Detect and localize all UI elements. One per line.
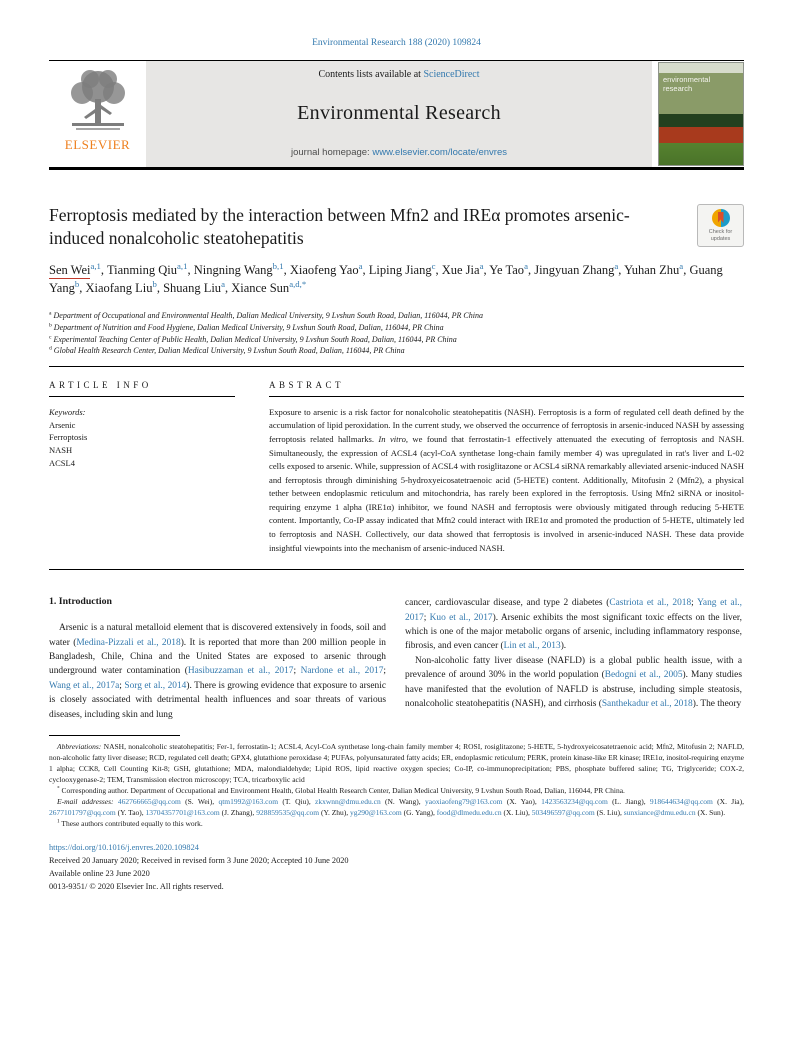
cover-red-band bbox=[659, 127, 743, 142]
author-affiliation-sup[interactable]: c bbox=[431, 261, 436, 272]
text-segment: (G. Yang), bbox=[401, 808, 437, 817]
introduction-heading: 1. Introduction bbox=[49, 596, 112, 608]
email-link[interactable]: 2677101797@qq.com bbox=[49, 808, 116, 817]
author-affiliation-sup[interactable]: a bbox=[524, 261, 528, 272]
received-dates: Received 20 January 2020; Received in revised form 3 June 2020; Accepted 10 June 2020 bbox=[49, 855, 349, 865]
author-name[interactable]: Yuhan Zhu bbox=[624, 263, 680, 278]
affiliation-item: $^a$ Department of Occupational and Environmental Health, Dalian Medical University, 9 Lvshun South Road, Dalian, 116044, PR China bbox=[49, 310, 483, 321]
citation-link[interactable]: Castriota et al., 2018 bbox=[609, 598, 692, 609]
intro-left-column bbox=[49, 596, 386, 722]
text-segment: NASH, nonalcoholic steatohepatitis; Fer-1, ferrostatin-1; ACSL4, Acyl-CoA synthetase long-chain family member 4; ROSI, rosiglitazone; 5-HETE, 5-hydroxyeicosatetraenoic acid; Mfn2, Mitofusin 2; NAFLD, non-alcoholic fatty liver disease; RCD, regulated cell death; GPX4, glutathione peroxidase 4; PUFAs, polyunsaturated fatty acids; ER, endoplasmic reticulum; PERK, protein kinase-like ER kinase; IRE1α, inositol-requiring enzyme 1 alpha; CCK8, Cell Counting Kit-8; GSH, glutathione; MDA, malondialdehyde; Lipid ROS, lipid reactive oxygen species; Co-IP, co-immunoprecipitation; PBS, phosphate buffered saline; TG, Triglyceride; COX-2, cyclooxygenase-2; TEM, Transmission electron microscopy; TCA, tricarboxylic acid bbox=[49, 741, 744, 784]
email-link[interactable]: sunxiance@dmu.edu.cn bbox=[623, 808, 696, 817]
divider-abstract bbox=[49, 569, 744, 570]
corresponding-author-note bbox=[49, 785, 744, 796]
article-info-heading: ARTICLE INFO bbox=[49, 367, 235, 397]
text-segment: (X. Yao), bbox=[502, 796, 542, 806]
author-affiliation-sup[interactable]: b,1 bbox=[272, 261, 284, 272]
text-segment: (J. Zhang), bbox=[219, 808, 257, 817]
text-segment: (N. Wang), bbox=[380, 796, 425, 806]
journal-reference bbox=[49, 38, 744, 48]
cover-title: environmental research bbox=[659, 73, 743, 114]
text-segment: In vitro bbox=[378, 433, 406, 444]
text-segment: ). The theory bbox=[692, 698, 742, 709]
text-segment: ; bbox=[119, 680, 125, 691]
citation-link[interactable]: Lin et al., 2013 bbox=[503, 641, 561, 652]
author-affiliation-sup[interactable]: a bbox=[358, 261, 363, 272]
text-segment: (Y. Tao), bbox=[115, 808, 146, 817]
author-name[interactable]: Xiaofeng Yao bbox=[289, 263, 359, 278]
email-link[interactable]: yaoxiaofeng79@163.com bbox=[425, 796, 503, 806]
email-link[interactable]: 13704357701@163.com bbox=[145, 808, 220, 817]
cover-top-strip bbox=[659, 63, 743, 73]
journal-header bbox=[49, 60, 744, 170]
citation-link[interactable]: Hasibuzzaman et al., 2017 bbox=[187, 666, 294, 677]
homepage-link[interactable]: www.elsevier.com/locate/envres bbox=[372, 147, 507, 158]
journal-masthead bbox=[146, 61, 652, 167]
text-segment: (X. Liu), bbox=[501, 808, 532, 817]
text-segment: These authors contributed equally to this work. bbox=[59, 819, 203, 829]
footnote-rule bbox=[49, 735, 180, 736]
text-segment: Exposure to arsenic is a risk factor for nonalcoholic steatohepatitis (NASH). Ferroptosis is a form of regulated cell death defined by the accumulation of lipid peroxidation. In the current study, we observed the occurrence of ferroptosis in arsenic-induced NASH by assessing ferroptosis related hallmarks. bbox=[269, 406, 744, 444]
text-segment: (S. Liu), bbox=[594, 808, 624, 817]
text-segment: Non-alcoholic fatty liver disease (NAFLD) is a global public health issue, with a prevalence of around 30% in the world population ( bbox=[405, 655, 742, 681]
crossmark-icon bbox=[712, 209, 730, 227]
text-segment: ). Many studies have manifested that the evolution of NAFLD is abstruse, including simple steatosis, nonalcoholic steatohepatitis (NASH), and cirrhosis ( bbox=[405, 670, 742, 709]
available-online-date: Available online 23 June 2020 bbox=[49, 868, 150, 878]
email-link[interactable]: food@dlmedu.edu.cn bbox=[436, 808, 502, 817]
author-name[interactable]: Sen Wei bbox=[49, 263, 91, 278]
author-affiliation-sup[interactable]: a bbox=[221, 279, 225, 290]
affiliation-item: $^c$ Experimental Teaching Center of Public Health, Dalian Medical University, 9 Lvshun South Road, Dalian, 116044, PR China bbox=[49, 333, 457, 344]
keywords-block bbox=[49, 406, 235, 470]
email-link[interactable]: qtm1992@163.com bbox=[218, 796, 279, 806]
homepage-prefix: journal homepage: bbox=[291, 147, 373, 158]
text-segment: (X. Jia), bbox=[712, 796, 744, 806]
author-affiliation-sup[interactable]: a,1 bbox=[177, 261, 188, 272]
intro-right-column bbox=[405, 596, 742, 722]
text-segment: ; bbox=[293, 666, 301, 677]
affiliation-item: $^d$ Global Health Research Center, Dalian Medical University, 9 Lvshun South Road, Dalian, 116044, PR China bbox=[49, 345, 405, 356]
email-link[interactable]: yg290@163.com bbox=[350, 808, 402, 817]
elsevier-tree-icon bbox=[62, 65, 134, 139]
text-segment: Abbreviations: bbox=[57, 741, 104, 751]
author-name[interactable]: Liping Jiang bbox=[368, 263, 432, 278]
text-segment: cancer, cardiovascular disease, and type 2 diabetes ( bbox=[405, 598, 610, 609]
text-segment: ; bbox=[423, 612, 430, 623]
journal-reference-link[interactable]: Environmental Research 188 (2020) 109824 bbox=[312, 38, 481, 48]
author-affiliation-sup[interactable]: a bbox=[679, 261, 684, 272]
author-affiliation-sup[interactable]: a,d,* bbox=[289, 279, 307, 290]
author-name[interactable]: Xue Jia bbox=[441, 263, 480, 278]
article-history-block bbox=[49, 842, 744, 893]
author-affiliation-sup[interactable]: a,1 bbox=[90, 261, 101, 272]
keyword-item: Ferroptosis bbox=[49, 432, 88, 443]
email-link[interactable]: 1423563234@qq.com bbox=[541, 796, 608, 806]
issn-copyright: 0013-9351/ © 2020 Elsevier Inc. All rights reserved. bbox=[49, 881, 224, 891]
homepage-line bbox=[291, 147, 507, 158]
email-addresses-note bbox=[49, 796, 744, 818]
keyword-item: Arsenic bbox=[49, 419, 76, 430]
author-name[interactable]: Jingyuan Zhang bbox=[534, 263, 615, 278]
text-segment: (Y. Zhu), bbox=[319, 808, 351, 817]
text-segment: ). It is reported that more than 200 million people in Bangladesh, Chile, China and the United States are exposed to arsenic through underground water contamination ( bbox=[49, 637, 386, 677]
text-segment: ). Arsenic exhibits the most significant toxic effects on the liver, which is one of the major metabolic organs of arsenic, including inflammatory response, fibrosis, and even cancer ( bbox=[405, 612, 742, 652]
elsevier-wordmark: ELSEVIER bbox=[64, 137, 131, 152]
text-segment: ). There is growing evidence that exposure to arsenic is closely associated with detrimental health influences and soar threats of various diseases, including skin and lung bbox=[49, 680, 387, 720]
text-segment: ). bbox=[560, 641, 567, 652]
text-segment: (T. Qiu), bbox=[278, 796, 316, 806]
intro-paragraph-left bbox=[49, 621, 386, 722]
author-affiliation-sup[interactable]: a bbox=[614, 261, 619, 272]
email-link[interactable]: 462766665@qq.com bbox=[117, 796, 181, 806]
affiliation-item: $^b$ Department of Nutrition and Food Hygiene, Dalian Medical University, 9 Lvshun South Road, Dalian, 116044, PR China bbox=[49, 322, 444, 333]
elsevier-logo bbox=[49, 61, 146, 167]
intro-paragraph-right-2 bbox=[405, 654, 742, 712]
keywords-label: Keywords: bbox=[49, 406, 86, 417]
abstract-heading: ABSTRACT bbox=[269, 367, 744, 397]
check-for-updates-label: Check for updates bbox=[708, 229, 733, 242]
author-name[interactable]: Guang Yang bbox=[49, 263, 723, 296]
citation-link[interactable]: Medina-Pizzali et al., 2018 bbox=[76, 637, 181, 648]
text-segment: ; bbox=[691, 598, 698, 609]
author-list: Sen Wei$^{a,1}$, Tianming Qiu$^{a,1}$, Ningning Wang$^{b,1}$, Xiaofeng Yao$^a$, Liping Jiang$^c$, Xue Jia$^a$, Ye Tao$^a$, Jingyuan Zhang$^a$, Yuhan Zhu$^a$, Guang Yang$^b$, Xiaofang Liu$^b$, Shuang Liu$^a$, Xiance Sun$^{a,d,*}$ bbox=[49, 261, 723, 296]
text-segment: (X. Sun). bbox=[695, 808, 726, 817]
email-link[interactable]: 928859535@qq.com bbox=[256, 808, 320, 817]
contents-line bbox=[318, 69, 479, 80]
contents-prefix: Contents lists available at bbox=[318, 69, 424, 80]
email-link[interactable]: 918644634@qq.com bbox=[649, 796, 713, 806]
abstract-text bbox=[269, 406, 744, 555]
article-info-column bbox=[49, 367, 235, 555]
text-segment: E-mail addresses: bbox=[57, 796, 118, 806]
citation-link[interactable]: Yang et al., 2017 bbox=[405, 598, 742, 623]
text-segment: * bbox=[57, 785, 60, 792]
text-segment: 1 bbox=[57, 818, 60, 825]
keywords-list bbox=[49, 419, 235, 470]
text-segment: , we found that ferrostatin-1 effectively attenuated the executing of ferroptosis and NASH. Simultaneously, the expression of ACSL4 (acyl-CoA synthetase long-chain family member 4) was upregulated in rat's liver and L-02 cells exposed to arsenic. While, suppression of ACSL4 with rosiglitazone or ACSL4 siRNA remarkably alleviated arsenic-induced NASH and ferroptosis through diminishing 5-hydroxyeicosatetraenoic acid (5-HETE) content. Additionally, Mitofusin 2 (Mfn2), a physical tether between endoplasmic reticulum and mitochondria, has rarely been explored in the ferroptosis. Using Mfn2 siRNA or inositol-requiring enzyme 1 alpha (IRE1α) inhibitor, we found NASH and ferroptosis were obviously mitigated through reducing 5-HETE content. Importantly, Co-IP assay indicated that Mfn2 could interact with IRE1α and promoted the production of 5-HETE, ultimately led to ferroptosis and NASH. Collectively, our data showed that ferroptosis is involved in arsenic-induced NASH. These data provide insightful viewpoints into the mechanism of arsenic-induced NASH. bbox=[269, 433, 744, 553]
article-title: Ferroptosis mediated by the interaction between Mfn2 and IREα promotes arsenic-induced nonalcoholic steatohepatitis bbox=[49, 205, 630, 249]
doi-link[interactable]: https://doi.org/10.1016/j.envres.2020.109824 bbox=[49, 843, 199, 853]
abstract-column bbox=[269, 367, 744, 555]
keyword-item: ACSL4 bbox=[49, 457, 75, 468]
affiliation-list bbox=[49, 310, 744, 356]
cover-dark-band bbox=[659, 114, 743, 127]
cover-field-photo bbox=[659, 143, 743, 165]
text-segment: Arsenic is a natural metalloid element that is discovered extensively in foods, soil and water ( bbox=[49, 623, 386, 648]
intro-paragraph-right-1 bbox=[405, 596, 742, 654]
footnotes-block bbox=[49, 735, 744, 829]
journal-title: Environmental Research bbox=[297, 102, 501, 124]
text-segment: ; bbox=[383, 666, 386, 677]
email-link[interactable]: 503496597@qq.com bbox=[531, 808, 595, 817]
keyword-item: NASH bbox=[49, 445, 73, 456]
author-affiliation-sup[interactable]: b bbox=[74, 279, 80, 290]
author-name[interactable]: Xiance Sun bbox=[231, 281, 290, 296]
email-link[interactable]: zkxwnn@dmu.edu.cn bbox=[315, 796, 381, 806]
citation-link[interactable]: Wang et al., 2017a bbox=[49, 680, 120, 691]
text-segment: Corresponding author. Department of Occupational and Environment Health, Global Health Research Center, Dalian Medical University, 9 Lvshun South Road, Dalian, 116044, PR China. bbox=[59, 785, 625, 795]
citation-link[interactable]: Kuo et al., 2017 bbox=[429, 612, 493, 623]
author-affiliation-sup[interactable]: a bbox=[479, 261, 484, 272]
sciencedirect-link[interactable]: ScienceDirect bbox=[423, 69, 480, 80]
citation-link[interactable]: Santhekadur et al., 2018 bbox=[601, 698, 693, 709]
author-name[interactable]: Xiaofang Liu bbox=[85, 281, 153, 296]
author-affiliation-sup[interactable]: b bbox=[152, 279, 157, 290]
abbreviations-note bbox=[49, 741, 744, 785]
author-name[interactable]: Ningning Wang bbox=[193, 263, 273, 278]
text-segment: (S. Wei), bbox=[180, 796, 219, 806]
journal-cover-thumbnail[interactable] bbox=[658, 62, 744, 166]
text-segment: (L. Jiang), bbox=[607, 796, 650, 806]
author-name[interactable]: Shuang Liu bbox=[163, 281, 222, 296]
author-name[interactable]: Ye Tao bbox=[489, 263, 525, 278]
citation-link[interactable]: Nardone et al., 2017 bbox=[300, 666, 384, 677]
author-name[interactable]: Tianming Qiu bbox=[106, 263, 177, 278]
citation-link[interactable]: Bedogni et al., 2005 bbox=[604, 670, 683, 681]
check-for-updates-badge[interactable] bbox=[697, 204, 744, 247]
equal-contribution-note bbox=[49, 818, 744, 829]
citation-link[interactable]: Sorg et al., 2014 bbox=[124, 680, 187, 691]
